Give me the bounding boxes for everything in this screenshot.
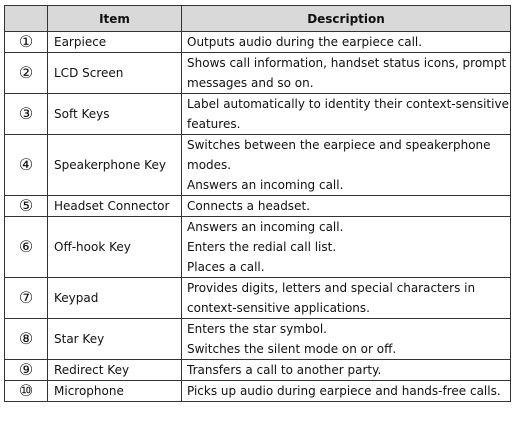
row-number: ⑥ [5,217,48,278]
description-line: modes. [187,158,232,172]
description-line: Answers an incoming call. [187,178,344,192]
row-number: ④ [5,135,48,196]
table-header-row [5,6,511,32]
row-number: ⑤ [5,196,48,217]
description-line: Provides digits, letters and special characters in [187,281,476,295]
row-item: Off-hook Key [48,217,182,278]
components-table [4,5,511,402]
row-description [182,319,511,360]
table-row [5,217,511,278]
row-number: ⑩ [5,381,48,402]
description-line: messages and so on. [187,76,314,90]
header-description: Description [182,6,511,32]
description-line: Outputs audio during the earpiece call. [187,35,423,49]
description-line: features. [187,117,241,131]
row-number: ① [5,32,48,53]
table-row [5,135,511,196]
table-row [5,53,511,94]
table-row [5,278,511,319]
description-line: Switches the silent mode on or off. [187,342,397,356]
row-number: ③ [5,94,48,135]
header-number [5,6,48,32]
description-line: Shows call information, handset status icons, prompt [187,56,507,70]
row-description [182,135,511,196]
row-number: ⑧ [5,319,48,360]
row-item: Star Key [48,319,182,360]
row-item: Earpiece [48,32,182,53]
description-line: Picks up audio during earpiece and hands-free calls. [187,384,501,398]
description-line: Connects a headset. [187,199,310,213]
row-item: Headset Connector [48,196,182,217]
description-line: context-sensitive applications. [187,301,370,315]
description-line: Answers an incoming call. [187,220,344,234]
row-item: Keypad [48,278,182,319]
table-row [5,360,511,381]
row-item: LCD Screen [48,53,182,94]
row-item: Microphone [48,381,182,402]
row-item: Speakerphone Key [48,135,182,196]
row-item: Soft Keys [48,94,182,135]
table-row [5,381,511,402]
row-description [182,196,511,217]
table-row [5,94,511,135]
row-description [182,278,511,319]
description-line: Label automatically to identity their context-sensitive [187,97,509,111]
row-description [182,217,511,278]
row-item: Redirect Key [48,360,182,381]
description-line: Transfers a call to another party. [187,363,382,377]
row-number: ② [5,53,48,94]
row-number: ⑨ [5,360,48,381]
row-number: ⑦ [5,278,48,319]
description-line: Enters the star symbol. [187,322,327,336]
description-line: Places a call. [187,260,265,274]
table-row [5,196,511,217]
header-item: Item [48,6,182,32]
row-description [182,94,511,135]
row-description [182,360,511,381]
table-row [5,32,511,53]
row-description [182,32,511,53]
row-description [182,53,511,94]
description-line: Switches between the earpiece and speakerphone [187,138,491,152]
row-description [182,381,511,402]
description-line: Enters the redial call list. [187,240,337,254]
table-row [5,319,511,360]
